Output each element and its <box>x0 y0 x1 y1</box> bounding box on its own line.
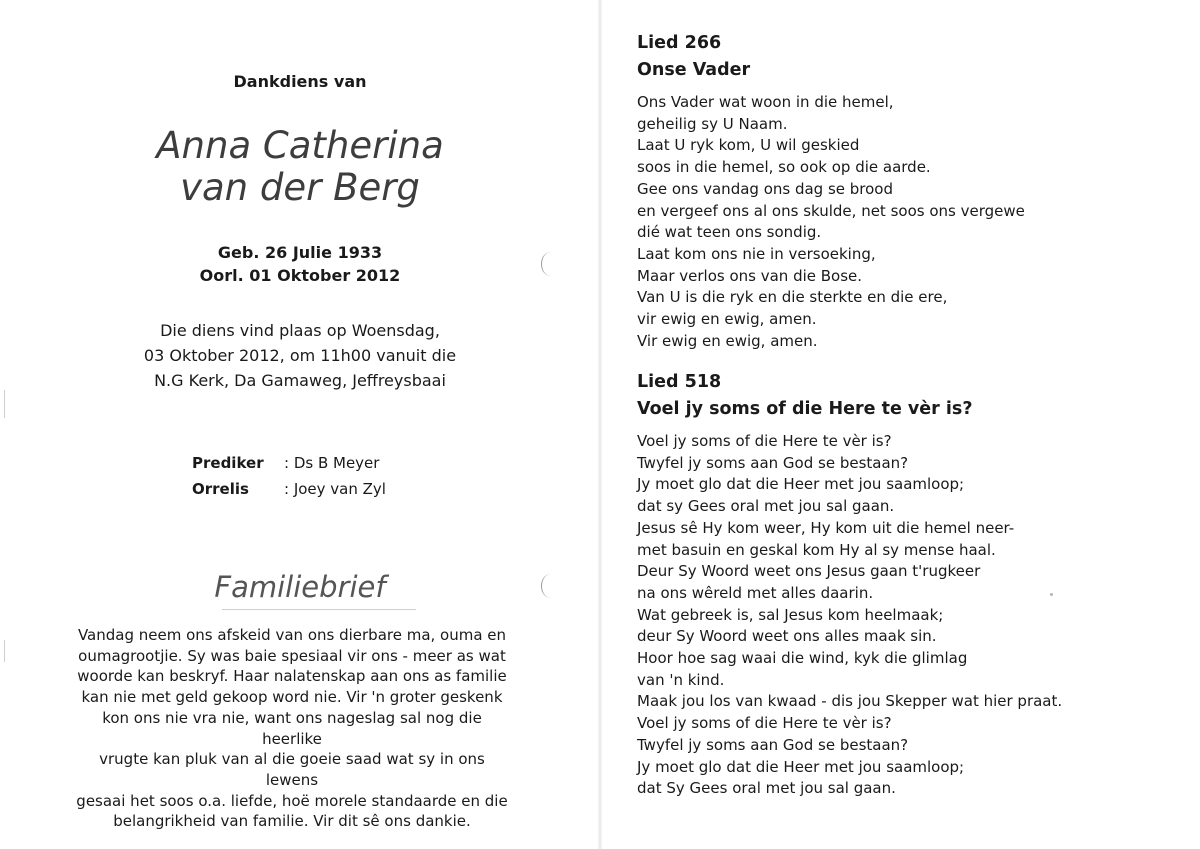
lyric-line: Hoor hoe sag waai die wind, kyk die glimlag <box>637 649 968 668</box>
lyric-line: Twyfel jy soms aan God se bestaan? <box>637 453 909 472</box>
lyric-line: Gee ons vandag ons dag se brood <box>637 179 894 198</box>
service-line: N.G Kerk, Da Gamaweg, Jeffreysbaai <box>154 371 446 390</box>
lyric-line: Maar verlos ons van die Bose. <box>637 266 863 285</box>
lyric-line: Ons Vader wat woon in die hemel, <box>637 93 894 111</box>
family-line: woorde kan beskryf. Haar nalatenskap aan ons as familie <box>77 667 507 686</box>
role-value: : Ds B Meyer <box>284 454 380 472</box>
song-number: Lied 518 <box>637 372 722 392</box>
lyric-line: na ons wêreld met alles daarin. <box>637 583 874 602</box>
service-details <box>0 318 600 393</box>
deceased-name-line2: van der Berg <box>180 166 420 209</box>
lyric-line: Deur Sy Woord weet ons Jesus gaan t'rugkeer <box>637 562 981 581</box>
role-prediker <box>192 450 379 476</box>
lyric-line: Jy moet glo dat die Heer met jou saamloop; <box>637 475 965 494</box>
lyric-line: Maak jou los van kwaad - dis jou Skepper wat hier praat. <box>637 692 1063 711</box>
punch-hole <box>541 574 560 598</box>
lyric-line: deur Sy Woord weet ons alles maak sin. <box>637 627 937 646</box>
lyric-line: Jesus sê Hy kom weer, Hy kom uit die hemel neer- <box>637 518 1015 537</box>
role-label: Orrelis <box>192 480 249 498</box>
lyric-line: Voel jy soms of die Here te vèr is? <box>637 432 892 450</box>
song-number: Lied 266 <box>637 33 722 53</box>
lyric-line: Wat gebreek is, sal Jesus kom heelmaak; <box>637 605 944 624</box>
lyric-line: Laat kom ons nie in versoeking, <box>637 244 876 263</box>
page-fold <box>598 0 602 849</box>
birth-date: Geb. 26 Julie 1933 <box>217 243 383 262</box>
family-line: gesaai het soos o.a. liefde, hoë morele standaarde en die <box>76 791 508 810</box>
lyric-line: vir ewig en ewig, amen. <box>637 310 817 329</box>
lyric-line: Twyfel jy soms aan God se bestaan? <box>637 735 909 754</box>
lyric-line: dat sy Gees oral met jou sal gaan. <box>637 497 895 516</box>
lyric-line: Voel jy soms of die Here te vèr is? <box>637 714 892 733</box>
song-lyrics <box>637 431 1157 800</box>
role-label: Prediker <box>192 454 264 472</box>
lyric-line: dié wat teen ons sondig. <box>637 223 822 242</box>
family-line: oumagrootjie. Sy was baie spesiaal vir ons - meer as wat <box>78 646 506 665</box>
lyric-line: geheilig sy U Naam. <box>637 114 788 133</box>
lyric-line: Van U is die ryk en die sterkte en die ere, <box>637 288 948 307</box>
lyric-line: met basuin en geskal kom Hy al sy mense haal. <box>637 540 996 559</box>
song-title: Onse Vader <box>637 60 751 80</box>
lyric-line: Laat U ryk kom, U wil geskied <box>637 136 860 155</box>
family-letter-text <box>72 625 512 832</box>
heading: Dankdiens van <box>233 72 367 91</box>
role-value: : Joey van Zyl <box>284 480 386 498</box>
family-line: Vandag neem ons afskeid van ons dierbare ma, ouma en <box>77 626 507 644</box>
deceased-name-line1: Anna Catherina <box>156 124 444 167</box>
family-letter-title: Familiebrief <box>214 570 386 604</box>
family-line: belangrikheid van familie. Vir dit sê ons dankie. <box>113 812 471 831</box>
family-line: kan nie met geld gekoop word nie. Vir 'n groter geskenk <box>81 688 503 707</box>
song-title: Voel jy soms of die Here te vèr is? <box>637 399 973 419</box>
role-orrelis <box>192 476 386 502</box>
lyric-line: Jy moet glo dat die Heer met jou saamloop; <box>637 757 965 776</box>
lyric-line: soos in die hemel, so ook op die aarde. <box>637 158 931 177</box>
lyric-line: van 'n kind. <box>637 670 725 689</box>
edge-mark <box>4 390 5 418</box>
death-date: Oorl. 01 Oktober 2012 <box>199 266 401 285</box>
service-line: Die diens vind plaas op Woensdag, <box>160 321 440 340</box>
family-line: kon ons nie vra nie, want ons nageslag sal nog die heerlike <box>102 708 482 748</box>
edge-mark <box>4 640 5 662</box>
song-lyrics <box>637 92 1157 352</box>
family-title-rule <box>222 609 416 610</box>
lyric-line: en vergeef ons al ons skulde, net soos ons vergewe <box>637 201 1025 220</box>
service-line: 03 Oktober 2012, om 11h00 vanuit die <box>143 346 457 365</box>
lyric-line: dat Sy Gees oral met jou sal gaan. <box>637 779 896 798</box>
family-line: vrugte kan pluk van al die goeie saad wat sy in ons lewens <box>99 750 485 789</box>
lyric-line: Vir ewig en ewig, amen. <box>637 331 818 350</box>
